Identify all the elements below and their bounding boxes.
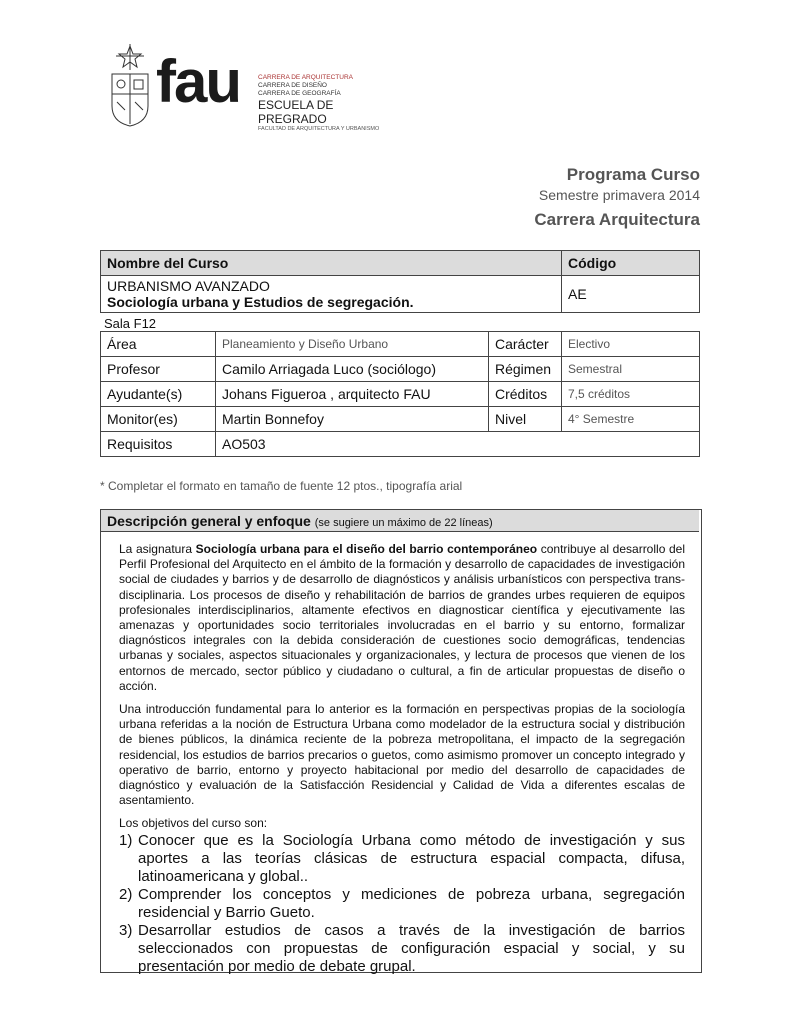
p1-start: La asignatura bbox=[119, 542, 196, 556]
description-subtitle: (se sugiere un máximo de 22 líneas) bbox=[314, 517, 493, 529]
profesor-label: Profesor bbox=[101, 357, 216, 382]
objective-item bbox=[119, 886, 685, 922]
career-label: Carrera Arquitectura bbox=[534, 210, 700, 229]
p1-course-name: Sociología urbana para el diseño del barrio contemporáneo bbox=[195, 542, 538, 556]
objective-item bbox=[119, 922, 685, 976]
requisitos-value: AO503 bbox=[216, 432, 700, 457]
document-title: Programa Curso bbox=[566, 165, 700, 184]
logo-text bbox=[258, 74, 398, 133]
objective-number: 1) bbox=[119, 831, 133, 849]
regimen-label: Régimen bbox=[489, 357, 562, 382]
caracter-value: Electivo bbox=[562, 332, 700, 357]
semester-label: Semestre primavera 2014 bbox=[538, 187, 700, 203]
fau-logo bbox=[108, 44, 398, 134]
course-name-table bbox=[100, 250, 700, 313]
course-info-table bbox=[100, 331, 700, 457]
objectives-list bbox=[119, 832, 685, 976]
caracter-label: Carácter bbox=[489, 332, 562, 357]
objectives-title: Los objetivos del curso son: bbox=[119, 816, 268, 831]
objective-text: Conocer que es la Sociología Urbana como método de investigación y sus aportes a las teorías clásicas de estructura espacial compacta, difusa, latinoamericana y global.. bbox=[138, 831, 685, 885]
logo-faculty: FACULTAD DE ARQUITECTURA Y URBANISMO bbox=[258, 126, 380, 132]
description-title: Descripción general y enfoque bbox=[107, 513, 311, 529]
objective-number: 3) bbox=[119, 921, 133, 939]
monitor-value: Martin Bonnefoy bbox=[216, 407, 489, 432]
p1-rest: contribuye al desarrollo del Perfil Profesional del Arquitecto en el ámbito de la formación y desarrollo de capacidades de investigación social de ciudades y barrios y de desarrollo de diagnósticos y análisis urbanísticos con perspectiva trans-disciplinaria. Los procesos de diseño y rehabilitación de barrios de grandes urbes requieren de equipos profesionales interdisciplinarios, altamente efectivos en diagnosticar científica y ejecutivamente las amenazas y oportunidades socio territoriales involucradas en el barrio y su entorno, formalizar diagnósticos integrales con la debida consideración de cuestiones socio demográficas, tendencias urbanas y sociales, aspectos situacionales y organizacionales, y lectura de procesos que vienen de los entornos de mercado, sector público y ciudadano o cultural, a fin de articular propuestas de diseño o acción. bbox=[119, 542, 686, 693]
objective-text: Desarrollar estudios de casos a través de la investigación de barrios seleccionados con propuestas de configuración espacial y social, y su presentación por medio de debate grupal. bbox=[138, 921, 685, 975]
room-label: Sala F12 bbox=[104, 316, 157, 331]
course-name-header: Nombre del Curso bbox=[101, 251, 562, 276]
objective-number: 2) bbox=[119, 885, 133, 903]
nivel-label: Nivel bbox=[489, 407, 562, 432]
course-code-value: AE bbox=[562, 276, 700, 313]
profesor-value: Camilo Arriagada Luco (sociólogo) bbox=[216, 357, 489, 382]
description-box bbox=[100, 509, 702, 973]
course-code-header: Código bbox=[562, 251, 700, 276]
format-note: * Completar el formato en tamaño de fuente 12 ptos., tipografía arial bbox=[100, 479, 463, 493]
description-body bbox=[119, 542, 685, 976]
logo-line: CARRERA DE DISEÑO bbox=[258, 82, 327, 89]
objective-item bbox=[119, 832, 685, 886]
requisitos-label: Requisitos bbox=[101, 432, 216, 457]
logo-school: ESCUELA DE PREGRADO bbox=[258, 98, 334, 126]
course-name-line2: Sociología urbana y Estudios de segregación. bbox=[107, 294, 414, 310]
description-paragraph-2: Una introducción fundamental para lo anterior es la formación en perspectivas propias de la sociología urbana referidas a la noción de Estructura Urbana como modelador de la estructura social y distribución de bienes públicos, la dinámica reciente de la pobreza metropolitana, el impacto de la segregación residencial, los estudios de barrios precarios o guetos, como asimismo promover un concepto integrado y operativo de barrio, entorno y proyecto habitacional por medio del desarrollo de capacidades de diagnóstico y evaluación de la Satisfacción Residencial y Calidad de Vida a diferentes escalas de asentamiento. bbox=[119, 702, 685, 808]
logo-line: CARRERA DE ARQUITECTURA bbox=[258, 74, 353, 81]
ayudante-value: Johans Figueroa , arquitecto FAU bbox=[216, 382, 489, 407]
area-value: Planeamiento y Diseño Urbano bbox=[216, 332, 489, 357]
area-label: Área bbox=[101, 332, 216, 357]
description-header bbox=[101, 510, 699, 532]
regimen-value: Semestral bbox=[562, 357, 700, 382]
logo-wordmark: fau bbox=[156, 48, 240, 115]
course-name-cell bbox=[101, 276, 562, 313]
monitor-label: Monitor(es) bbox=[101, 407, 216, 432]
university-seal-icon bbox=[108, 44, 152, 128]
logo-line: CARRERA DE GEOGRAFÍA bbox=[258, 90, 341, 97]
creditos-label: Créditos bbox=[489, 382, 562, 407]
ayudante-label: Ayudante(s) bbox=[101, 382, 216, 407]
course-name-line1: URBANISMO AVANZADO bbox=[107, 278, 270, 294]
nivel-value: 4° Semestre bbox=[562, 407, 700, 432]
creditos-value: 7,5 créditos bbox=[562, 382, 700, 407]
description-paragraph-1 bbox=[119, 542, 685, 694]
objective-text: Comprender los conceptos y mediciones de pobreza urbana, segregación residencial y Barrio Gueto. bbox=[138, 885, 685, 921]
